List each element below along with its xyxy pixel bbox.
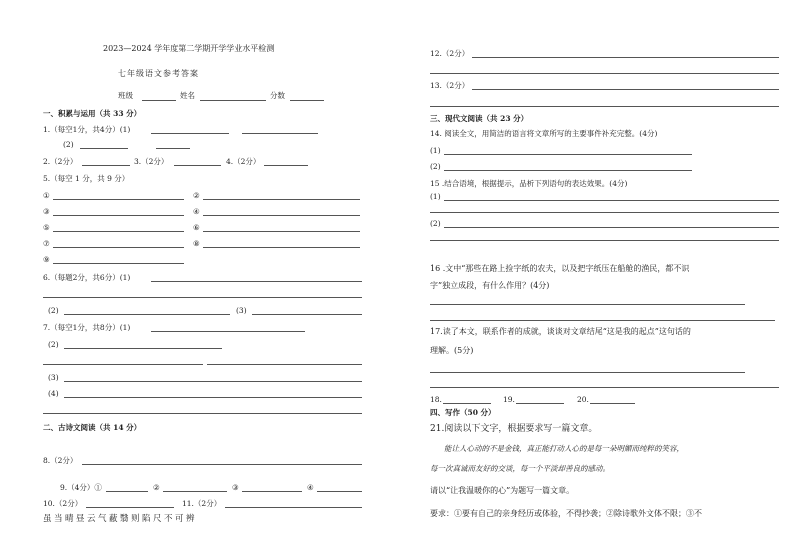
writing-prompt: 请以“让我温暖你的心”为题写一篇文章。 bbox=[430, 486, 575, 495]
q7-2-label: (2) bbox=[48, 340, 59, 349]
answer-line[interactable] bbox=[156, 148, 190, 149]
q7-label: 7.（每空1分，共8分）(1) bbox=[43, 323, 131, 332]
answer-line[interactable] bbox=[86, 507, 174, 508]
q6-3-label: (3) bbox=[236, 306, 247, 315]
q15-1-label: (1) bbox=[430, 192, 441, 201]
answer-line[interactable] bbox=[106, 491, 148, 492]
q7-3-label: (3) bbox=[48, 373, 59, 382]
answer-line[interactable] bbox=[53, 231, 184, 232]
blank-marker: ⑦ bbox=[43, 239, 50, 248]
answer-line[interactable] bbox=[472, 57, 779, 58]
answer-line[interactable] bbox=[430, 73, 779, 74]
name-label: 姓名 bbox=[180, 91, 195, 100]
q1-label: 1.（每空1分，共4分）(1) bbox=[43, 125, 131, 134]
q13-label: 13.（2分） bbox=[430, 81, 470, 90]
answer-line[interactable] bbox=[203, 231, 360, 232]
answer-line[interactable] bbox=[53, 263, 184, 264]
answer-line[interactable] bbox=[174, 165, 221, 166]
exam-title: 2023—2024 学年度第二学期开学学业水平检测 bbox=[103, 44, 275, 53]
answer-line[interactable] bbox=[151, 331, 305, 332]
q11-label: 11.（2分） bbox=[182, 499, 222, 508]
q7-4-label: (4) bbox=[48, 389, 59, 398]
section-4-heading: 四、写作（50 分） bbox=[430, 408, 496, 417]
q15-label: 15 .结合语境，根据提示，品析下列语句的表达效果。(4分) bbox=[430, 179, 628, 188]
answer-line[interactable] bbox=[203, 215, 360, 216]
blank-marker: ③ bbox=[43, 207, 50, 216]
answer-line[interactable] bbox=[82, 165, 130, 166]
q17-text: 17.读了本文，联系作者的成就，谈谈对文章结尾“这是我的起点”这句话的 bbox=[430, 327, 691, 336]
answer-line[interactable] bbox=[242, 133, 318, 134]
section-3-heading: 三、现代文阅读（共 23 分） bbox=[430, 114, 529, 123]
answer-line[interactable] bbox=[430, 106, 779, 107]
name-field[interactable] bbox=[200, 100, 266, 101]
answer-line[interactable] bbox=[590, 403, 635, 404]
q14-2-label: (2) bbox=[430, 162, 441, 171]
quote-line-1: 能让人心动的不是金钱，真正能打动人心的是每一朵明媚而纯粹的笑容， bbox=[444, 444, 684, 453]
q9-2-label: ② bbox=[153, 483, 160, 492]
q19-label: 19. bbox=[503, 395, 515, 404]
answer-line[interactable] bbox=[430, 304, 745, 305]
answer-line[interactable] bbox=[430, 320, 775, 321]
answer-line[interactable] bbox=[444, 227, 779, 228]
answer-line[interactable] bbox=[430, 212, 779, 213]
blank-marker: ④ bbox=[193, 207, 200, 216]
score-label: 分数 bbox=[270, 91, 285, 100]
q6-2-label: (2) bbox=[48, 306, 59, 315]
answer-line[interactable] bbox=[444, 200, 779, 201]
q16-text: 16 .文中“那些在路上捡字纸的农夫，以及把字纸压在船舱的渔民，都不识 bbox=[430, 264, 690, 273]
answer-line[interactable] bbox=[444, 154, 692, 155]
q6-label: 6.（每题2分，共6分）(1) bbox=[43, 273, 131, 282]
q1-2-label: (2) bbox=[63, 140, 74, 149]
blank-marker: ⑥ bbox=[193, 223, 200, 232]
q15-2-label: (2) bbox=[430, 219, 441, 228]
answer-line[interactable] bbox=[317, 491, 362, 492]
answer-line[interactable] bbox=[53, 215, 184, 216]
q17-text-cont: 理解。(5分) bbox=[430, 346, 474, 355]
q2-label: 2.（2分） bbox=[43, 157, 78, 166]
q14-label: 14. 阅读全文，用简洁的语言将文章所写的主要事件补充完整。(4分) bbox=[430, 129, 658, 138]
answer-line[interactable] bbox=[43, 413, 362, 414]
q14-1-label: (1) bbox=[430, 146, 441, 155]
q4-label: 4.（2分） bbox=[226, 157, 261, 166]
q5-label: 5.（每空 1 分，共 9 分） bbox=[43, 174, 130, 183]
blank-marker: ⑤ bbox=[43, 223, 50, 232]
answer-line[interactable] bbox=[225, 507, 362, 508]
sentence-division-grid: 虽当晴昼云气蔽翳则陷尺不可辨 bbox=[43, 514, 198, 524]
answer-line[interactable] bbox=[203, 247, 360, 248]
answer-line[interactable] bbox=[82, 464, 362, 465]
q10-label: 10.（2分） bbox=[43, 499, 83, 508]
blank-marker: ⑨ bbox=[43, 255, 50, 264]
q18-label: 18. bbox=[430, 395, 442, 404]
class-field[interactable] bbox=[142, 100, 176, 101]
blank-marker: ① bbox=[43, 191, 50, 200]
class-label: 班级 bbox=[118, 91, 133, 100]
quote-line-2: 每一次真诚而友好的交谈，每一个平淡却善良的感动。 bbox=[430, 464, 610, 473]
q9-label: 9.（4分）① bbox=[60, 483, 102, 492]
q21-instruction: 21.阅读以下文字，根据要求写一篇文章。 bbox=[430, 424, 598, 434]
answer-line[interactable] bbox=[53, 247, 184, 248]
answer-line[interactable] bbox=[252, 314, 362, 315]
q12-label: 12.（2分） bbox=[430, 49, 470, 58]
q20-label: 20. bbox=[577, 395, 589, 404]
answer-line[interactable] bbox=[516, 403, 564, 404]
answer-line[interactable] bbox=[430, 372, 745, 373]
writing-requirements: 要求：①要有自己的亲身经历或体验，不得抄袭；②除诗歌外文体不限；③不 bbox=[430, 509, 702, 518]
answer-subtitle: 七年级语文参考答案 bbox=[118, 69, 199, 78]
answer-line[interactable] bbox=[151, 133, 229, 134]
section-1-heading: 一、积累与运用（共 33 分） bbox=[43, 109, 142, 118]
answer-line[interactable] bbox=[43, 297, 362, 298]
score-field[interactable] bbox=[290, 100, 324, 101]
answer-line[interactable] bbox=[43, 364, 203, 365]
blank-marker: ⑧ bbox=[193, 239, 200, 248]
answer-line[interactable] bbox=[203, 199, 360, 200]
blank-marker: ② bbox=[193, 191, 200, 200]
answer-line[interactable] bbox=[163, 491, 227, 492]
answer-line[interactable] bbox=[80, 148, 128, 149]
answer-line[interactable] bbox=[64, 314, 230, 315]
answer-line[interactable] bbox=[430, 387, 779, 388]
answer-line[interactable] bbox=[242, 491, 302, 492]
q3-label: 3.（2分） bbox=[134, 157, 169, 166]
answer-line[interactable] bbox=[53, 199, 184, 200]
answer-line[interactable] bbox=[151, 281, 362, 282]
answer-line[interactable] bbox=[64, 381, 362, 382]
answer-line[interactable] bbox=[64, 397, 362, 398]
answer-line[interactable] bbox=[444, 170, 692, 171]
answer-line[interactable] bbox=[64, 348, 222, 349]
answer-line[interactable] bbox=[264, 165, 308, 166]
answer-line[interactable] bbox=[430, 240, 779, 241]
q8-label: 8.（2分） bbox=[43, 456, 78, 465]
section-2-heading: 二、古诗文阅读（共 14 分） bbox=[43, 423, 142, 432]
answer-line[interactable] bbox=[443, 403, 491, 404]
q16-text-cont: 字”独立成段，有什么作用？(4分) bbox=[430, 281, 550, 290]
answer-line[interactable] bbox=[472, 89, 779, 90]
q9-4-label: ④ bbox=[307, 483, 314, 492]
answer-line[interactable] bbox=[207, 364, 362, 365]
q9-3-label: ③ bbox=[232, 483, 239, 492]
